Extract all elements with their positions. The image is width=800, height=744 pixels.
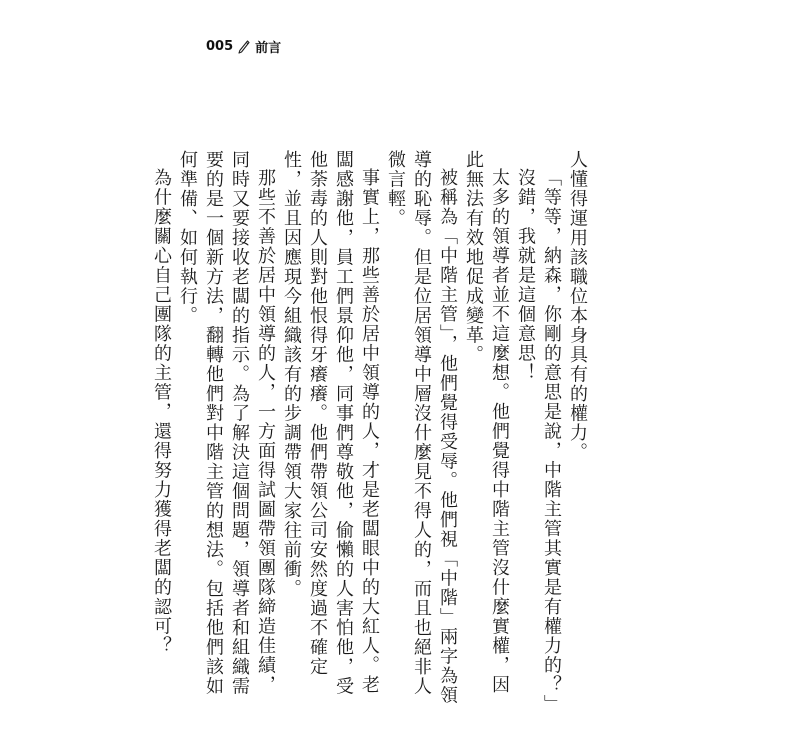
vertical-text-body: [151, 150, 590, 714]
pencil-icon: [238, 40, 250, 54]
paragraph: 「等等，納森，你剛的意思是說，中階主管其實是有權力的？」: [541, 168, 562, 714]
page-header: [206, 37, 281, 56]
paragraph: 被稱為「中階主管」，他們覺得受辱。他們視「中階」兩字為領導的恥辱。但是位居領導中層沒什麼見不得人的，而且也絕非人微言輕。: [385, 150, 458, 705]
paragraph: 事實上，那些善於居中領導的人，才是老闆眼中的大紅人。老闆感謝他，員工們景仰他，同事們尊敬他，偷懶的人害怕他，受他荼毒的人則對他恨得牙癢癢。他們帶領公司安然度過不確定性，並且因應現今組織該有的步調帶領大家往前衝。: [281, 150, 380, 696]
paragraph: 人懂得運用該職位本身具有的權力。: [567, 150, 588, 462]
paragraph: 那些不善於居中領導的人，一方面得試圖帶領團隊締造佳績，同時又要接收老闆的指示。為了解決這個問題，領導者和組織需要的是一個新方法，翻轉他們對中階主管的想法。包括他們該如何準備、如何執行。: [177, 150, 276, 696]
paragraph: 太多的領導者並不這麼想。他們覺得中階主管沒什麼實權，因此無法有效地促成變革。: [463, 150, 510, 695]
section-title: 前言: [255, 41, 282, 56]
paragraph: 為什麼關心自己團隊的主管，還得努力獲得老闆的認可？: [151, 168, 172, 656]
page-number: 005: [206, 39, 234, 54]
paragraph: 沒錯，我就是這個意思！: [515, 168, 536, 383]
